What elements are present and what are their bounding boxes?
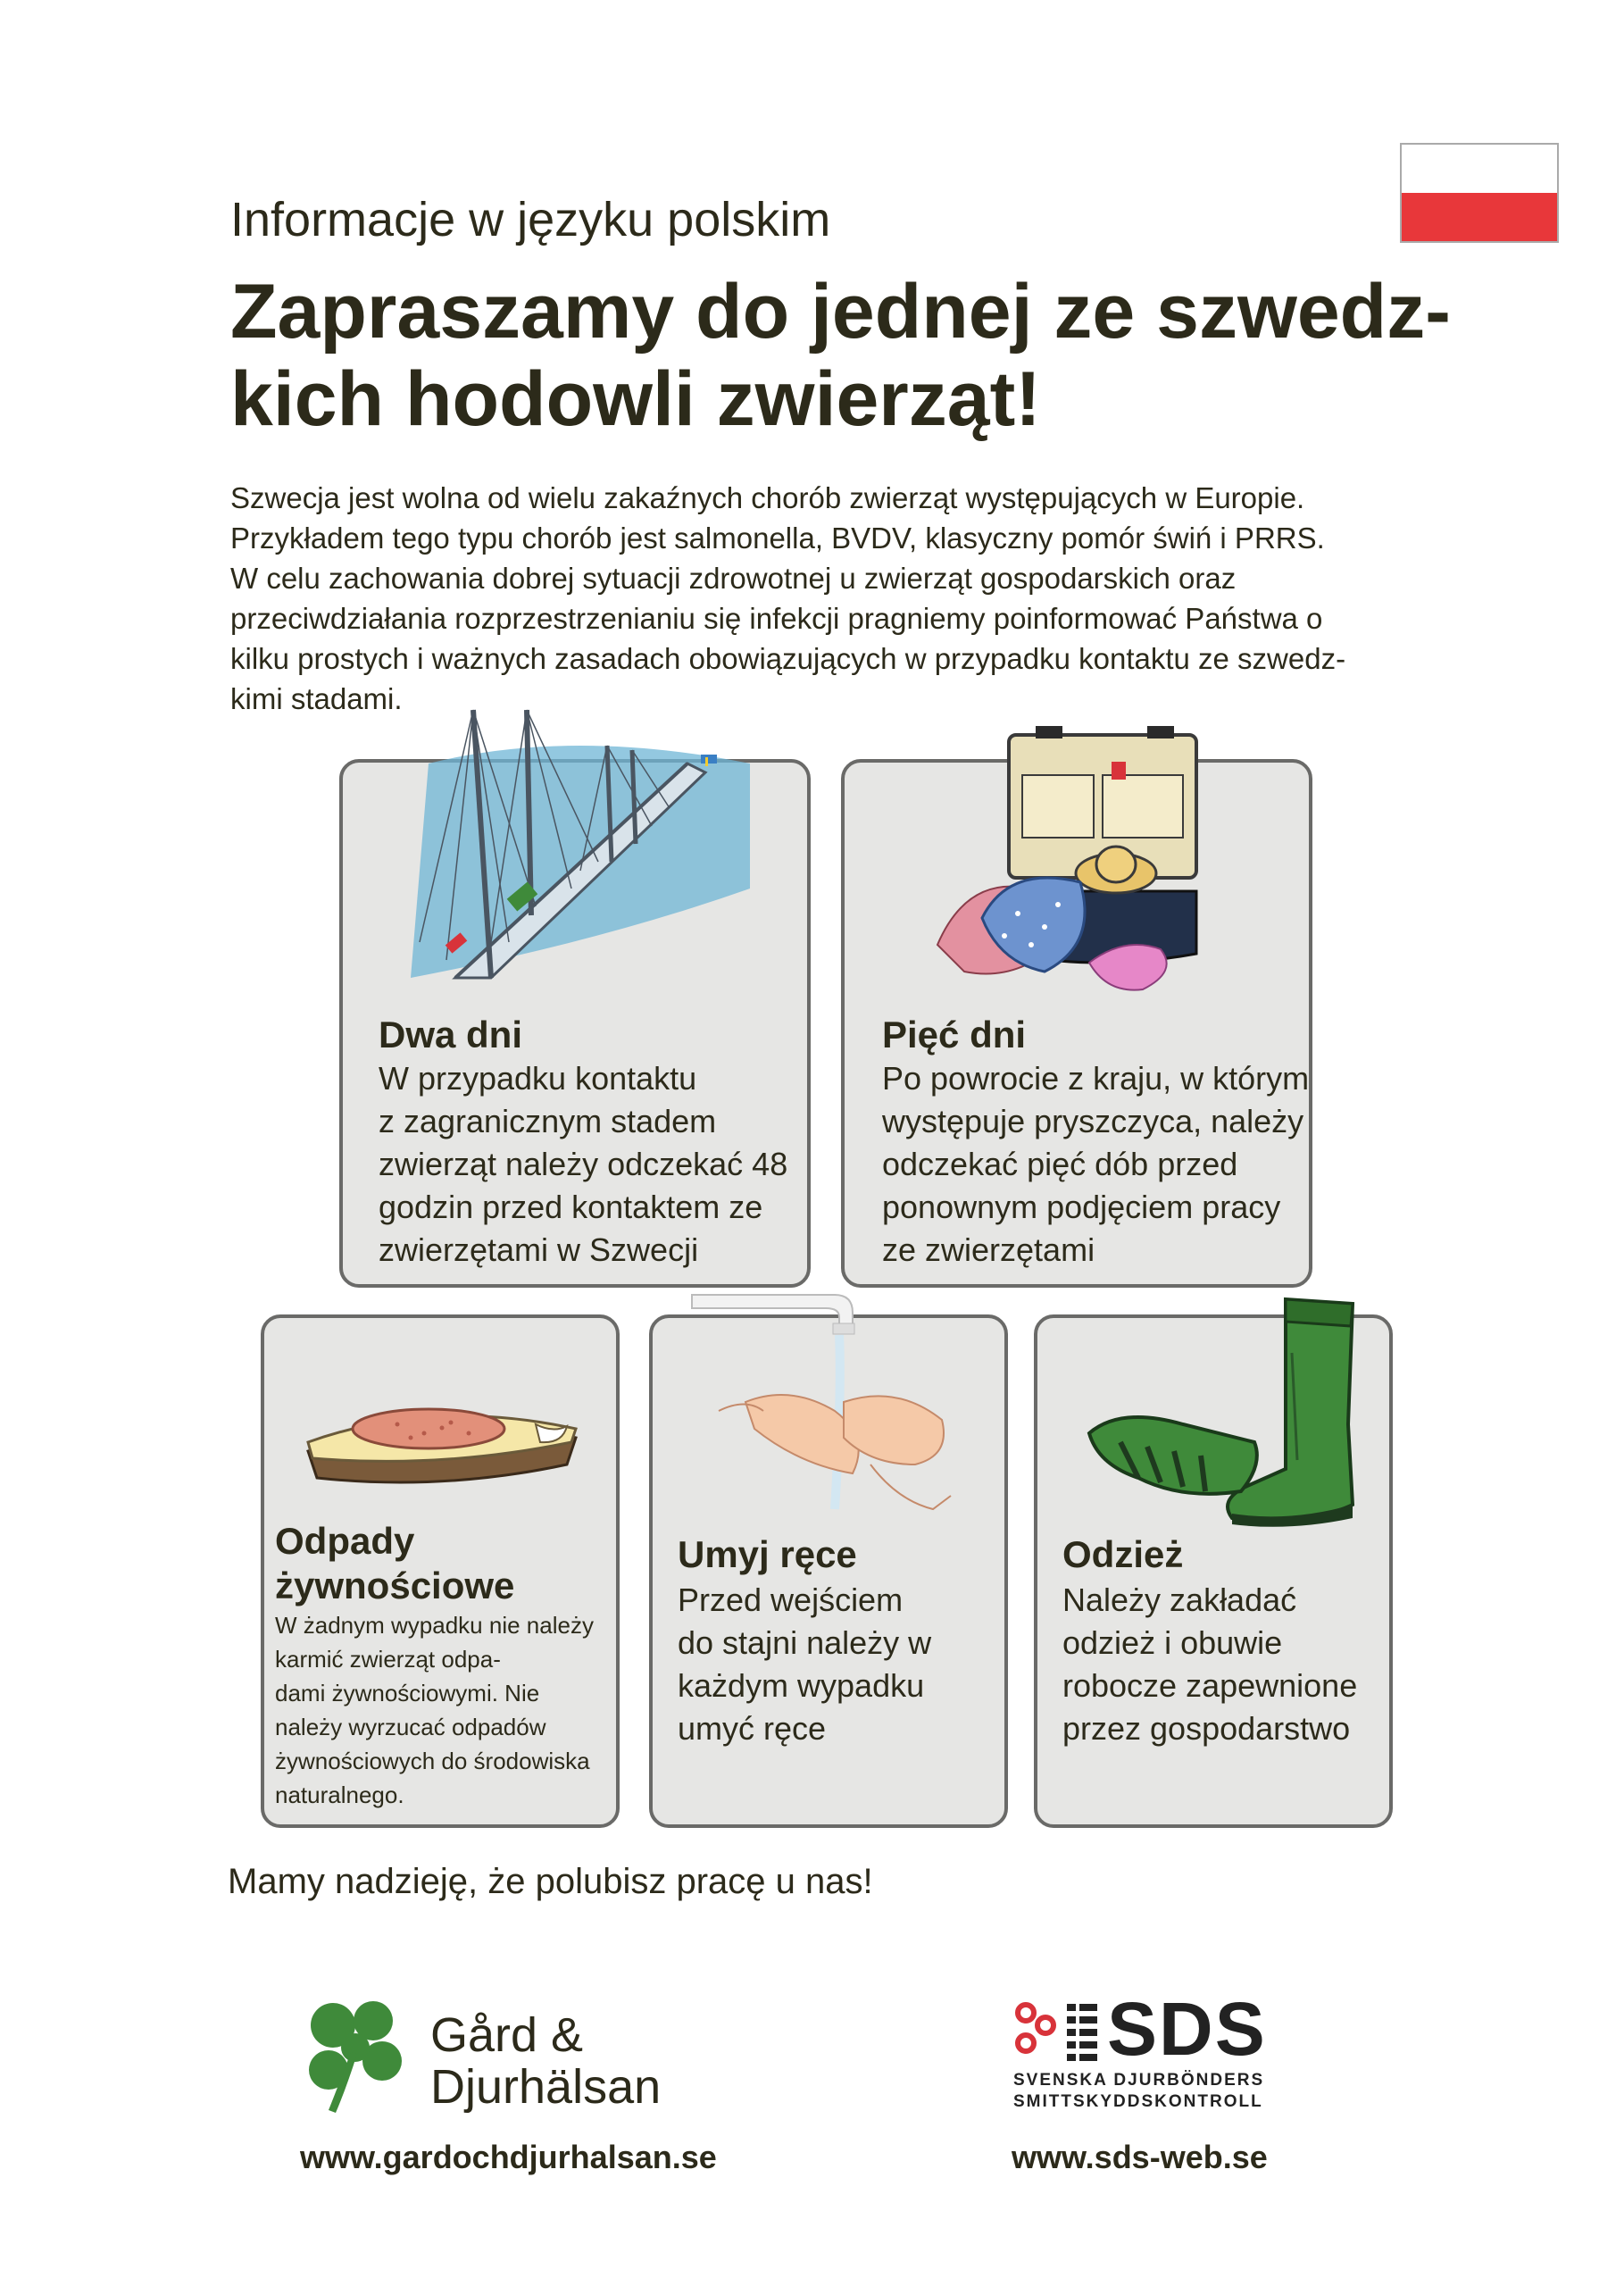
card-text — [678, 1579, 931, 1750]
intro-line: przeciwdziałania rozprzestrzenianiu się infekcji pragniemy poinformować Państwa o — [230, 602, 1323, 635]
intro-line: Szwecja jest wolna od wielu zakaźnych chorób zwierząt występujących w Europie. — [230, 481, 1305, 514]
card-text-line: ponownym podjęciem pracy — [882, 1189, 1281, 1225]
card-text — [1062, 1579, 1357, 1750]
page-title-line: Zapraszamy do jednej ze szwedz- — [230, 269, 1451, 355]
card-text-line: zwierząt należy odczekać 48 — [379, 1146, 788, 1182]
sds-logo-icon — [1013, 2000, 1112, 2063]
card-text-line: do stajni należy w — [678, 1624, 932, 1661]
page-subtitle: Informacje w języku polskim — [230, 193, 831, 246]
sds-website-link[interactable]: www.sds-web.se — [1012, 2139, 1268, 2175]
intro-line: Przykładem tego typu chorób jest salmonella, BVDV, klasyczny pomór świń i PRRS. — [230, 522, 1325, 555]
card-title — [275, 1519, 514, 1608]
card-text-line: godzin przed kontaktem ze — [379, 1189, 763, 1225]
card-text-line: przez gospodarstwo — [1062, 1710, 1351, 1747]
card-text-line: umyć ręce — [678, 1710, 827, 1747]
card-text-line: naturalnego. — [275, 1782, 404, 1808]
suitcase-illustration — [911, 722, 1196, 1007]
gd-website-link[interactable]: www.gardochdjurhalsan.se — [300, 2139, 717, 2175]
card-text-line: Przed wejściem — [678, 1581, 904, 1618]
card-text-line: z zagranicznym stadem — [379, 1103, 717, 1139]
card-title: Pięć dni — [882, 1014, 1027, 1056]
bridge-illustration — [393, 710, 768, 987]
closing-message: Mamy nadzieję, że polubisz pracę u nas! — [228, 1862, 873, 1901]
intro-line: kimi stadami. — [230, 682, 403, 715]
clover-logo-icon — [302, 1998, 409, 2115]
card-text — [882, 1057, 1309, 1272]
gd-brand-line: Gård & — [430, 2008, 584, 2062]
intro-line: W celu zachowania dobrej sytuacji zdrowotnej u zwierząt gospodarskich oraz — [230, 562, 1237, 595]
card-text — [379, 1057, 787, 1272]
card-text — [275, 1608, 594, 1812]
card-text-line: zwierzętami w Szwecji — [379, 1231, 699, 1268]
handwash-illustration — [692, 1286, 960, 1527]
card-title: Dwa dni — [379, 1014, 523, 1056]
intro-line: kilku prostych i ważnych zasadach obowiązujących w przypadku kontaktu ze szwedz- — [230, 642, 1346, 675]
card-text-line: robocze zapewnione — [1062, 1667, 1358, 1704]
page-title — [230, 268, 1498, 443]
page-title-line: kich hodowli zwierząt! — [230, 356, 1041, 442]
card-title: Umyj ręce — [678, 1533, 857, 1575]
card-text-line: karmić zwierząt odpa- — [275, 1646, 501, 1673]
card-text-line: dami żywnościowymi. Nie — [275, 1680, 540, 1706]
card-text-line: żywnościowych do środowiska — [275, 1748, 590, 1774]
boots-illustration — [1085, 1299, 1353, 1527]
card-text-line: Należy zakładać — [1062, 1581, 1297, 1618]
card-text-line: ze zwierzętami — [882, 1231, 1095, 1268]
sds-brand-name: SDS — [1107, 1987, 1267, 2071]
sds-brand-subtitle — [1013, 2070, 1264, 2113]
sandwich-illustration — [299, 1389, 585, 1496]
card-title-line: Odpady — [275, 1520, 415, 1562]
intro-paragraph — [230, 478, 1462, 719]
card-text-line: każdym wypadku — [678, 1667, 925, 1704]
polish-flag-icon — [1400, 143, 1559, 243]
card-text-line: W przypadku kontaktu — [379, 1060, 697, 1097]
card-text-line: W żadnym wypadku nie należy — [275, 1612, 594, 1639]
card-title-line: żywnościowe — [275, 1565, 515, 1606]
gd-brand-line: Djurhälsan — [430, 2060, 662, 2114]
card-text-line: Po powrocie z kraju, w którym — [882, 1060, 1310, 1097]
card-text-line: odzież i obuwie — [1062, 1624, 1283, 1661]
card-text-line: odczekać pięć dób przed — [882, 1146, 1238, 1182]
sds-subtitle-line: SMITTSKYDDSKONTROLL — [1013, 2092, 1263, 2111]
card-text-line: występuje pryszczyca, należy — [882, 1103, 1304, 1139]
sds-subtitle-line: SVENSKA DJURBÖNDERS — [1013, 2071, 1265, 2090]
gd-brand-name — [430, 2009, 661, 2113]
card-text-line: należy wyrzucać odpadów — [275, 1714, 546, 1740]
card-title: Odzież — [1062, 1533, 1184, 1575]
